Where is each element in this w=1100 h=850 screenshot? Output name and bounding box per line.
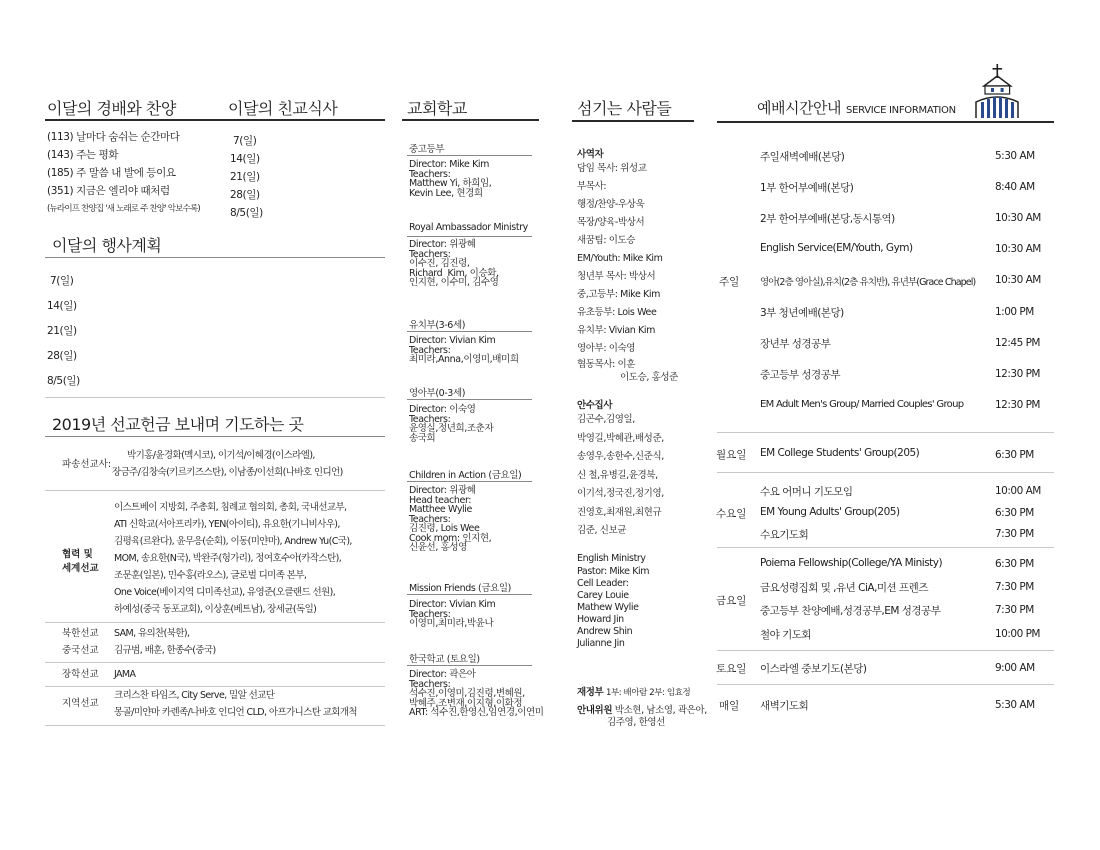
school-section-rule <box>407 331 532 332</box>
mission-divider <box>45 622 385 623</box>
hymn-list <box>47 128 200 218</box>
service-divider <box>717 432 1054 433</box>
event-date: 14(일) <box>47 300 77 312</box>
service-time: 9:00 AM <box>995 662 1035 674</box>
event-date: 7(일) <box>50 275 74 287</box>
events-bottom-rule <box>45 397 385 398</box>
mission-label-nk: 북한선교 <box>62 628 99 639</box>
events-rule <box>45 257 385 258</box>
school-section-rule <box>407 481 532 482</box>
service-divider <box>717 472 1054 473</box>
school-section-body: Director: 위광혜 Teachers: 이수진, 김진령, Richard Kim, 이승화, 인지현, 이수미, 김수영 <box>409 239 499 288</box>
deacon-item: 김곤수,김영일, <box>577 414 635 425</box>
service-item: 영아(2층 영아실),유치(2층 유치반), 유년부(Grace Chapel) <box>760 277 976 288</box>
school-section-body: Director: 곽은아 Teachers: 석수진,이영미,김진령,변혜원, 박혜주,조변재,이지형,이화정 ART: 석수진,한영신,임연경,이연미 <box>409 669 544 718</box>
mission-line: 김규범, 배훈, 한종수(중국) <box>114 645 216 656</box>
school-rule <box>402 119 539 121</box>
school-section-name: 유치부(3-6세) <box>409 320 466 331</box>
mission-line: 김평육(르완다), 윤무응(순회), 이동(미얀마), Andrew Yu(C국), <box>114 536 352 547</box>
service-divider <box>717 684 1054 685</box>
service-time: 10:00 AM <box>995 485 1041 497</box>
english-item: Carey Louie <box>577 590 629 601</box>
school-section-body: Director: 이숙영 Teachers: 윤영실,정년희,조춘자 송국희 <box>409 404 494 444</box>
school-section-body: Director: 위광혜 Head teacher: Matthee Wylie Teachers: 김진령, Lois Wee Cook mom: 인지현, 신윤선, 홍성영 <box>409 485 492 553</box>
pastor-item: 이도승, 홍성준 <box>620 372 678 383</box>
service-time: 12:45 PM <box>995 337 1040 349</box>
pastor-item: 협동목사: 이훈 <box>577 359 636 370</box>
events-title: 이달의 행사계획 <box>52 236 162 255</box>
service-item: 중고등부 성경공부 <box>760 369 840 381</box>
fellowship-title: 이달의 친교식사 <box>228 99 338 118</box>
ushers-names-2: 김주영, 한영선 <box>607 717 665 728</box>
mission-line: 몽골/미얀마 카렌족/나바호 인디언 CLD, 아프가니스탄 교회개척 <box>114 707 358 718</box>
english-item: Howard Jin <box>577 614 624 625</box>
mission-line: 크리스찬 타임즈, City Serve, 밀알 선교단 <box>114 690 275 701</box>
service-time: 6:30 PM <box>995 507 1034 519</box>
missions-title: 2019년 선교헌금 보내며 기도하는 곳 <box>52 415 304 434</box>
treasurer-label: 재정부 <box>577 687 604 698</box>
fellowship-date: 21(일) <box>230 171 260 183</box>
pastor-item: 행정/찬양-우상욱 <box>577 199 645 210</box>
service-day-monday: 월요일 <box>716 449 747 461</box>
school-section-name: 한국학교 (토요일) <box>409 654 480 665</box>
pastor-item: 중,고등부: Mike Kim <box>577 289 660 300</box>
english-list <box>577 566 649 650</box>
pastor-item: 새꿈팀: 이도승 <box>577 235 636 246</box>
service-item: 2부 한어부예배(본당,동시통역) <box>760 213 895 225</box>
service-item: 이스라엘 중보기도(본당) <box>760 663 867 675</box>
servants-rule <box>572 120 694 122</box>
pastor-item: 유치부: Vivian Kim <box>577 325 655 336</box>
deacon-item: 박영길,박혜관,배성준, <box>577 432 664 444</box>
church-icon <box>974 62 1022 122</box>
service-rule <box>717 121 1054 123</box>
english-item: Andrew Shin <box>577 626 633 637</box>
mission-line: 이스트베이 지방회, 주총회, 침례교 협의회, 총회, 국내선교부, <box>114 502 347 513</box>
service-item: 1부 한어부예배(본당) <box>760 182 854 194</box>
school-section-name: 영아부(0-3세) <box>409 388 466 399</box>
missions-rule <box>45 436 385 437</box>
service-time: 8:40 AM <box>995 181 1035 193</box>
ushers-label: 안내위원 <box>577 705 613 716</box>
event-dates <box>47 269 80 394</box>
english-item: Julianne Jin <box>577 638 625 649</box>
mission-divider <box>45 725 385 726</box>
service-item: Poiema Fellowship(College/YA Ministy) <box>760 557 943 569</box>
school-section-rule <box>407 665 532 666</box>
service-day-sunday: 주일 <box>719 276 740 288</box>
servants-title: 섬기는 사람들 <box>577 99 672 118</box>
pastor-item: 부목사: <box>577 181 607 192</box>
hymn-note: (뉴라이프 찬양집 '새 노래로 주 찬양' 악보수록) <box>47 204 200 214</box>
pastor-item: 목장/양육-박상서 <box>577 217 645 228</box>
event-date: 21(일) <box>47 325 77 337</box>
service-time: 7:30 PM <box>995 604 1034 616</box>
school-section-body: Director: Vivian Kim Teachers: 이영미,최미라,박윤나 <box>409 599 496 629</box>
mission-line: One Voice(베이지역 디미족선교), 유영준(오클랜드 선원), <box>114 587 336 598</box>
school-section-rule <box>407 155 532 156</box>
school-section-rule <box>407 236 532 237</box>
english-heading: English Ministry <box>577 553 646 564</box>
mission-label-china: 중국선교 <box>62 645 99 656</box>
deacon-item: 이기석,정국진,정기영, <box>577 488 664 499</box>
mission-divider <box>45 662 385 663</box>
pastor-item: EM/Youth: Mike Kim <box>577 253 663 264</box>
service-time: 5:30 AM <box>995 150 1035 162</box>
service-item: 수요기도회 <box>760 529 809 541</box>
mission-label-scholar: 장학선교 <box>62 669 99 680</box>
mission-sent-list <box>112 447 343 481</box>
school-section-body: Director: Vivian Kim Teachers: 최미라,Anna,이영미,배미희 <box>409 335 519 365</box>
mission-line: SAM, 유의찬(북한), <box>114 628 190 639</box>
mission-line: 박기홍/윤경화(멕시코), 이기석/이혜경(이스라엘), <box>127 450 315 461</box>
school-section-rule <box>407 399 532 400</box>
deacon-item: 신 철,유병길,윤경북, <box>577 469 658 481</box>
service-item: EM Adult Men's Group/ Married Couples' Group <box>760 399 964 410</box>
service-item: 금요성령집회 및 ,유년 CiA,미션 프렌즈 <box>760 582 928 594</box>
service-time: 12:30 PM <box>995 399 1040 411</box>
mission-label-sent: 파송선교사: <box>62 459 112 470</box>
school-section-name: Children in Action (금요일) <box>409 470 522 481</box>
service-item: EM Young Adults' Group(205) <box>760 506 900 518</box>
service-item: EM College Students' Group(205) <box>760 447 920 459</box>
service-title <box>757 97 956 118</box>
service-item: 3부 청년예배(본당) <box>760 307 844 319</box>
english-item: Pastor: Mike Kim <box>577 566 650 577</box>
deacons-heading: 안수집사 <box>577 400 613 411</box>
service-day-daily: 매일 <box>719 700 740 712</box>
fellowship-date: 7(일) <box>233 135 257 147</box>
service-time: 6:30 PM <box>995 558 1034 570</box>
hymn-item: (113) 날마다 숨쉬는 순간마다 <box>47 131 180 143</box>
service-item: English Service(EM/Youth, Gym) <box>760 242 913 254</box>
hymns-rule <box>45 119 385 121</box>
mission-divider <box>45 490 385 491</box>
ushers-names: 박소현, 남소영, 곽은아, <box>614 705 707 716</box>
service-time: 12:30 PM <box>995 368 1040 380</box>
hymn-item: (143) 주는 평화 <box>47 149 119 161</box>
deacon-item: 진영호,최재원,최현규 <box>577 506 662 518</box>
mission-label-local: 지역선교 <box>62 698 99 709</box>
mission-line: 조문훈(일본), 민수홍(라오스), 글로벌 디미족 본부, <box>114 570 307 581</box>
mission-line: 하예성(중국 동포교회), 이상훈(베트남), 장세균(독일) <box>114 604 317 615</box>
service-divider <box>717 547 1054 548</box>
hymn-item: (351) 지금은 엘리야 때처럼 <box>47 185 170 197</box>
school-section-name: 중고등부 <box>409 144 445 155</box>
service-time: 7:30 PM <box>995 581 1034 593</box>
mission-line: 장금주/김창숙(키르키즈스탄), 이남종/이선희(나바호 인디언) <box>112 467 343 478</box>
fellowship-date: 8/5(일) <box>230 207 263 219</box>
service-divider <box>717 650 1054 651</box>
service-time: 10:00 PM <box>995 628 1040 640</box>
pastors-heading: 사역자 <box>577 149 604 160</box>
service-item: 중고등부 찬양예배,성경공부,EM 성경공부 <box>760 605 941 617</box>
service-time: 10:30 AM <box>995 243 1041 255</box>
service-item: 장년부 성경공부 <box>760 338 831 350</box>
event-date: 8/5(일) <box>47 375 80 387</box>
pastors-list <box>577 160 678 384</box>
service-time: 10:30 AM <box>995 212 1041 224</box>
fellowship-date: 28(일) <box>230 189 260 201</box>
service-item: 수요 어머니 기도모임 <box>760 486 853 498</box>
school-section-body: Director: Mike Kim Teachers: Matthew Yi, 하희임, Kevin Lee, 현경희 <box>409 159 492 199</box>
deacon-item: 김준, 신보균 <box>577 525 627 536</box>
fellowship-dates <box>230 132 263 222</box>
mission-line: JAMA <box>114 669 136 680</box>
service-time: 5:30 AM <box>995 699 1035 711</box>
service-item: 새벽기도회 <box>760 700 809 712</box>
service-item: 철야 기도회 <box>760 629 812 641</box>
mission-world-list <box>114 499 352 618</box>
deacons-list <box>577 411 664 541</box>
service-time: 10:30 AM <box>995 274 1041 286</box>
service-day-saturday: 토요일 <box>716 663 747 675</box>
english-item: Cell Leader: <box>577 578 629 589</box>
school-section-name: Mission Friends (금요일) <box>409 583 511 594</box>
pastor-item: 영아부: 이숙영 <box>577 343 636 354</box>
service-title-ko: 예배시간안내 <box>757 99 841 117</box>
school-section-rule <box>407 594 532 595</box>
treasurer-names: 1부: 배아람 2부: 임효정 <box>605 688 691 698</box>
pastor-item: 유초등부: Lois Wee <box>577 307 657 318</box>
mission-line: MOM, 송요한(N국), 박완주(헝가리), 정여호수아(카작스탄), <box>114 553 342 564</box>
pastor-item: 담임 목사: 위성교 <box>577 163 647 174</box>
pastor-item: 청년부 목사: 박상서 <box>577 271 656 282</box>
service-day-wednesday: 수요일 <box>716 508 747 520</box>
service-day-friday: 금요일 <box>716 595 747 607</box>
mission-local-list <box>114 687 357 721</box>
event-date: 28(일) <box>47 350 77 362</box>
mission-label-world: 협력 및 세계선교 <box>62 549 99 574</box>
service-item: 주일새벽예배(본당) <box>760 151 845 163</box>
mission-line: ATI 신학교(서아프리카), YEN(아이티), 유요한(기니비사우), <box>114 519 340 530</box>
deacon-item: 송영우,송한수,신준식, <box>577 451 664 462</box>
hymn-item: (185) 주 말씀 내 발에 등이요 <box>47 167 176 179</box>
english-item: Mathew Wylie <box>577 602 639 613</box>
treasurer-row <box>577 684 690 698</box>
school-title: 교회학교 <box>407 99 467 118</box>
service-title-en: SERVICE INFORMATION <box>846 105 956 116</box>
service-time: 6:30 PM <box>995 449 1034 461</box>
school-section-name: Royal Ambassador Ministry <box>409 222 528 233</box>
service-time: 7:30 PM <box>995 528 1034 540</box>
hymns-title: 이달의 경배와 찬양 <box>47 99 176 118</box>
fellowship-date: 14(일) <box>230 153 260 165</box>
service-time: 1:00 PM <box>995 306 1034 318</box>
